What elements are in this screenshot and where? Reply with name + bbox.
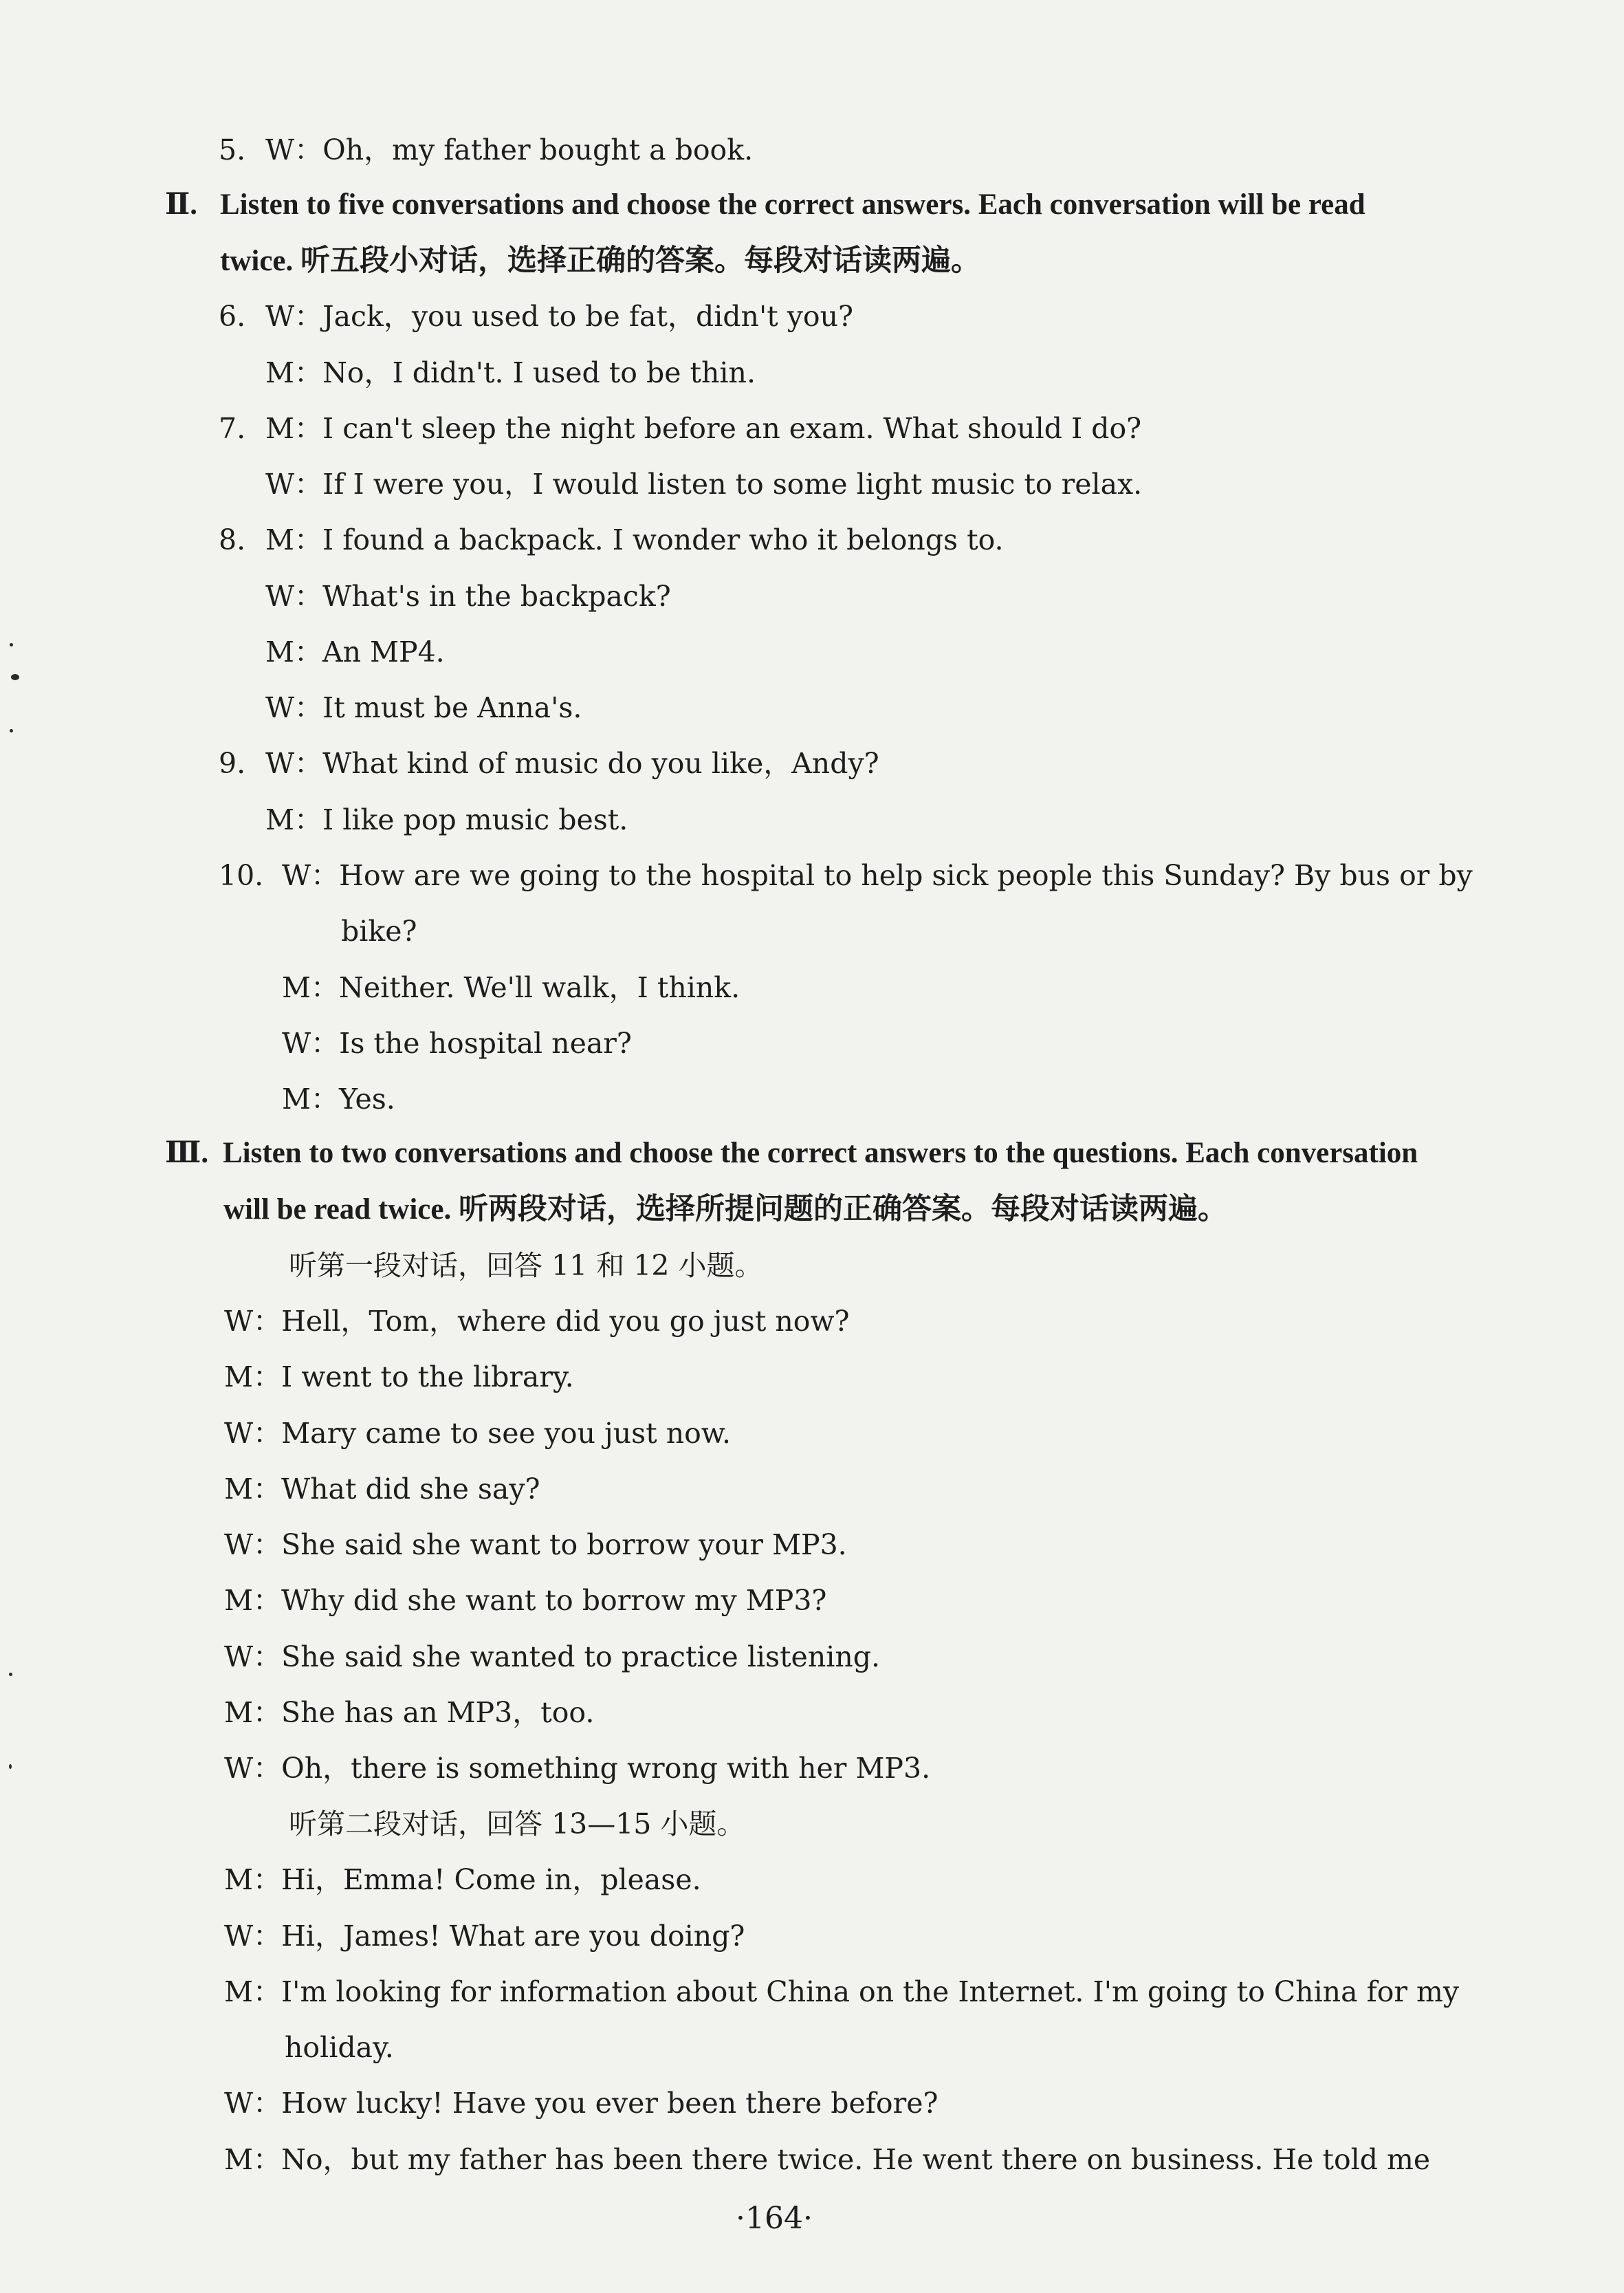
speaker-label: M： [224, 1863, 281, 1896]
dialogue-text: I like pop music best. [322, 803, 628, 836]
item-number: 8. [219, 523, 246, 556]
dialogue-text: No，I didn't. I used to be thin. [322, 356, 756, 389]
dialogue-line [265, 464, 1142, 505]
dialogue-text: An MP4. [322, 635, 445, 669]
dialogue-text: Mary came to see you just now. [281, 1417, 732, 1450]
speaker-label: M： [265, 523, 322, 556]
margin-speck [9, 1673, 12, 1676]
dialogue-line [265, 576, 671, 617]
section-2-heading [165, 184, 1365, 226]
speaker-label: W： [224, 1752, 282, 1785]
speaker-label: W： [265, 468, 323, 501]
dialogue-line [219, 855, 1473, 896]
dialogue-line [341, 911, 417, 952]
speaker-label: M： [282, 971, 339, 1004]
dialogue-text: Oh，my father bought a book. [322, 133, 754, 166]
speaker-label: W： [224, 1417, 282, 1450]
dialogue-line-5 [219, 129, 753, 171]
margin-speck [10, 729, 13, 732]
dialogue-text: I found a backpack. I wonder who it belongs to. [322, 523, 1004, 556]
speaker-label: M： [282, 1083, 339, 1116]
dialogue-line [282, 967, 740, 1008]
item-number: 10. [219, 859, 264, 892]
dialogue-text: She has an MP3，too. [281, 1696, 595, 1729]
dialogue-text: Why did she want to borrow my MP3? [281, 1584, 827, 1617]
speaker-label: W： [265, 580, 323, 613]
dialogue-text: I can't sleep the night before an exam. What should I do? [322, 412, 1142, 445]
dialogue-line [265, 687, 582, 728]
dialogue-text: holiday. [285, 2031, 394, 2064]
speaker-label: M： [224, 1975, 281, 2008]
page-number: ·164· [736, 2201, 813, 2236]
section-title: Listen to two conversations and choose the correct answers to the questions. Each conversation [223, 1137, 1418, 1169]
dialogue-line [224, 1524, 847, 1565]
dialogue-text: Jack，you used to be fat，didn't you? [322, 300, 853, 333]
speaker-label: W： [265, 747, 323, 780]
section-number: Ⅲ. [165, 1137, 209, 1169]
speaker-label: W： [224, 1920, 282, 1953]
dialogue-line [224, 1971, 1459, 2012]
speaker-label: M： [224, 1472, 281, 1506]
dialogue-text: It must be Anna's. [322, 691, 582, 724]
intro-text: 听第二段对话，回答 13—15 小题。 [289, 1807, 745, 1840]
dialogue-text: No，but my father has been there twice. He went there on business. He told me [281, 2143, 1431, 2176]
dialogue-text: I'm looking for information about China on the Internet. I'm going to China for my [281, 1975, 1460, 2008]
speaker-label: M： [265, 356, 322, 389]
item-number: 7. [219, 412, 246, 445]
speaker-label: W： [224, 1640, 282, 1673]
speaker-label: W： [224, 1528, 282, 1561]
dialogue-line [282, 1078, 395, 1120]
dialogue-text: She said she wanted to practice listening. [281, 1640, 881, 1673]
speaker-label: M： [265, 803, 322, 836]
dialogue-text: Hi，Emma! Come in，please. [281, 1863, 701, 1896]
item-number: 5. [219, 133, 246, 166]
dialogue-line [224, 1356, 574, 1398]
dialogue-text: What did she say? [281, 1472, 540, 1506]
dialogue-line [224, 1692, 594, 1733]
speaker-label: W： [282, 859, 340, 892]
dialogue-line [265, 631, 445, 673]
section-3-heading [165, 1133, 1418, 1174]
dialogue-text: Yes. [338, 1083, 395, 1116]
dialogue-line [224, 2139, 1430, 2180]
dialogue-line [224, 1580, 826, 1621]
speaker-label: M： [224, 1360, 281, 1393]
dialogue-line [219, 296, 853, 337]
dialogue-text: If I were you，I would listen to some light music to relax. [322, 468, 1143, 501]
intro-text: 听第一段对话，回答 11 和 12 小题。 [289, 1249, 763, 1282]
dialogue-text: What kind of music do you like，Andy? [322, 747, 879, 780]
dialogue-line [219, 519, 1004, 561]
dialogue-text: How lucky! Have you ever been there before? [281, 2087, 939, 2120]
section-title: Listen to five conversations and choose the correct answers. Each conversation will be read [220, 188, 1365, 221]
dialogue-line [224, 1915, 745, 1957]
dialogue-text: What's in the backpack? [322, 580, 671, 613]
dialogue-text: Is the hospital near? [339, 1027, 632, 1060]
dialogue-line [224, 1748, 930, 1789]
margin-speck [9, 1764, 12, 1769]
dialogue-text: Hell，Tom，where did you go just now? [281, 1305, 850, 1338]
speaker-label: M： [224, 2143, 281, 2176]
section-2-heading-cont [220, 241, 980, 282]
dialogue-line [219, 743, 879, 784]
speaker-label: M： [265, 412, 322, 445]
dialogue-text: Neither. We'll walk，I think. [338, 971, 740, 1004]
speaker-label: M： [224, 1584, 281, 1617]
conversation-2-intro [289, 1803, 745, 1845]
dialogue-line [224, 2083, 938, 2124]
item-number: 9. [219, 747, 246, 780]
dialogue-text: bike? [341, 915, 417, 948]
dialogue-text: I went to the library. [281, 1360, 574, 1393]
section-title: twice. 听五段小对话，选择正确的答案。每段对话读两遍。 [220, 245, 980, 277]
speaker-label: W： [224, 1305, 282, 1338]
section-3-heading-cont [223, 1189, 1227, 1230]
speaker-label: W： [265, 133, 323, 166]
section-number: Ⅱ. [165, 188, 197, 221]
margin-speck [11, 674, 19, 680]
speaker-label: W： [224, 2087, 282, 2120]
item-number: 6. [219, 300, 246, 333]
speaker-label: W： [265, 300, 323, 333]
conversation-1-intro [289, 1245, 762, 1286]
dialogue-text: Hi，James! What are you doing? [281, 1920, 745, 1953]
dialogue-line [265, 352, 756, 393]
speaker-label: M： [224, 1696, 281, 1729]
dialogue-line [282, 1023, 632, 1064]
section-title: will be read twice. 听两段对话，选择所提问题的正确答案。每段对话读两遍。 [223, 1193, 1227, 1226]
dialogue-line [224, 1636, 880, 1677]
dialogue-line [224, 1301, 850, 1342]
speaker-label: W： [265, 691, 323, 724]
dialogue-text: She said she want to borrow your MP3. [281, 1528, 847, 1561]
dialogue-text: Oh，there is something wrong with her MP3. [281, 1752, 931, 1785]
speaker-label: M： [265, 635, 322, 669]
dialogue-text: How are we going to the hospital to help sick people this Sunday? By bus or by [339, 859, 1473, 892]
dialogue-line [219, 408, 1141, 449]
dialogue-line [224, 1859, 701, 1900]
speaker-label: W： [282, 1027, 340, 1060]
margin-speck [10, 643, 13, 646]
dialogue-line [265, 799, 628, 840]
dialogue-line [224, 1413, 731, 1454]
dialogue-line [285, 2027, 394, 2068]
dialogue-line [224, 1468, 540, 1510]
